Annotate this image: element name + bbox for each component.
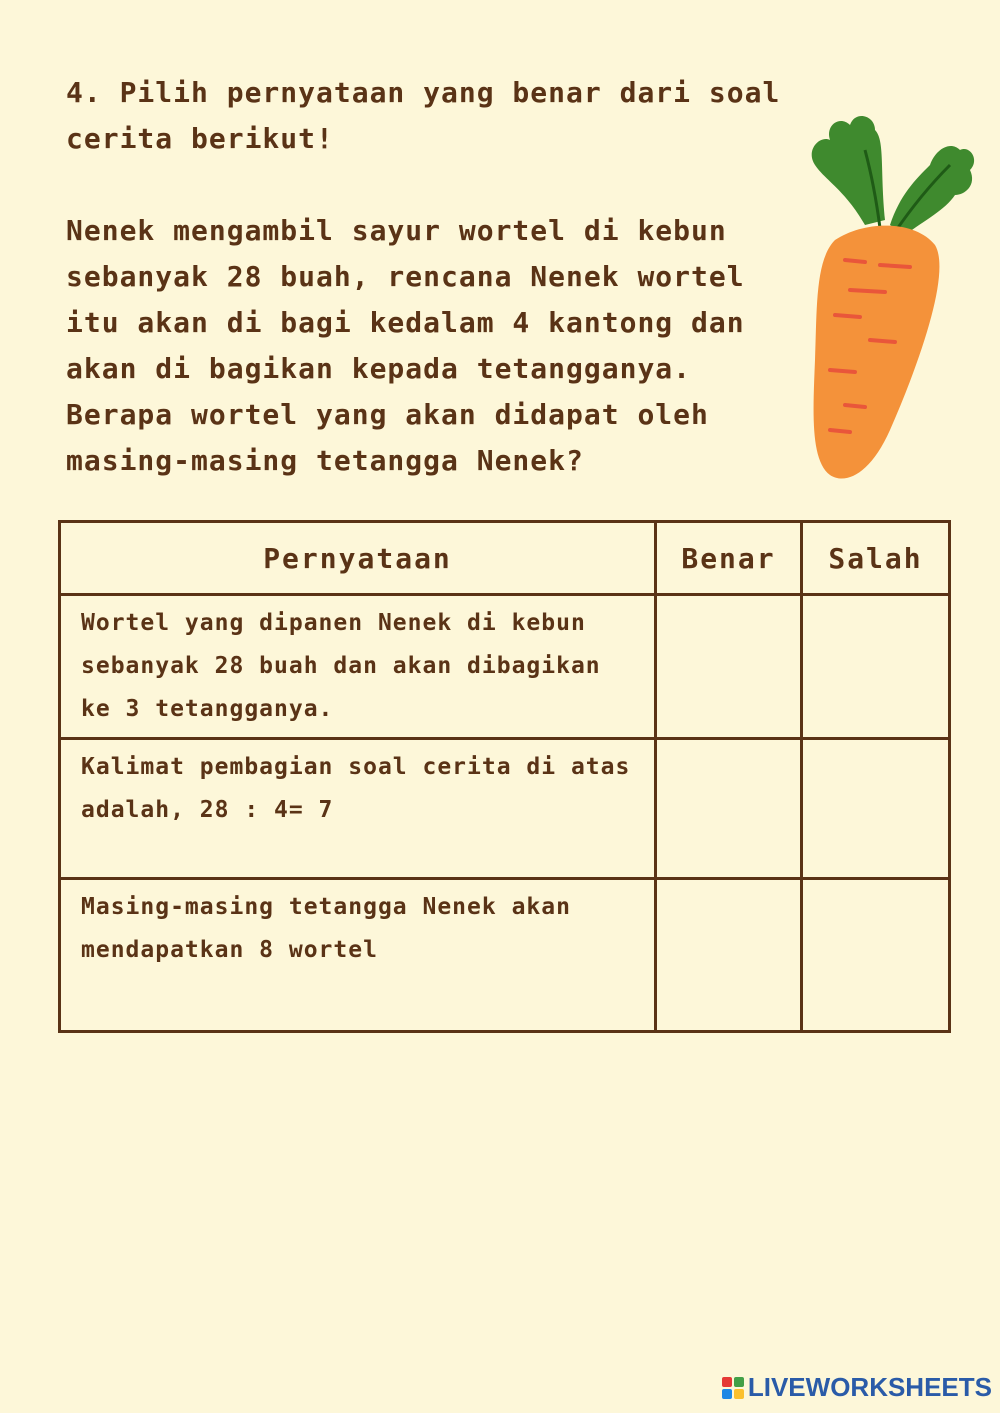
header-benar: Benar (656, 522, 802, 595)
benar-choice-cell[interactable] (656, 595, 802, 739)
statement-table (58, 520, 951, 1033)
statement-cell: Wortel yang dipanen Nenek di kebun sebanyak 28 buah dan akan dibagikan ke 3 tetangganya. (60, 595, 656, 739)
table-header-row (60, 522, 950, 595)
liveworksheets-logo-icon (722, 1377, 744, 1399)
benar-choice-cell[interactable] (656, 879, 802, 1032)
logo-text: LIVEWORKSHEETS (747, 1372, 992, 1402)
table-row (60, 739, 950, 879)
statement-cell: Kalimat pembagian soal cerita di atas adalah, 28 : 4= 7 (60, 739, 656, 879)
carrot-icon (805, 110, 980, 485)
liveworksheets-logo[interactable] (722, 1372, 992, 1403)
question-block (66, 70, 806, 484)
table-row (60, 879, 950, 1032)
header-statement: Pernyataan (60, 522, 656, 595)
salah-choice-cell[interactable] (802, 879, 950, 1032)
benar-choice-cell[interactable] (656, 739, 802, 879)
question-title: 4. Pilih pernyataan yang benar dari soal cerita berikut! (66, 76, 781, 155)
table-row (60, 595, 950, 739)
salah-choice-cell[interactable] (802, 595, 950, 739)
salah-choice-cell[interactable] (802, 739, 950, 879)
story-text: Nenek mengambil sayur wortel di kebun sebanyak 28 buah, rencana Nenek wortel itu akan di bagi kedalam 4 kantong dan akan di bagikan kepada tetangganya. Berapa wortel yang akan didapat oleh masing-masing tetangga Nenek? (66, 214, 745, 477)
statement-cell: Masing-masing tetangga Nenek akan mendapatkan 8 wortel (60, 879, 656, 1032)
header-salah: Salah (802, 522, 950, 595)
